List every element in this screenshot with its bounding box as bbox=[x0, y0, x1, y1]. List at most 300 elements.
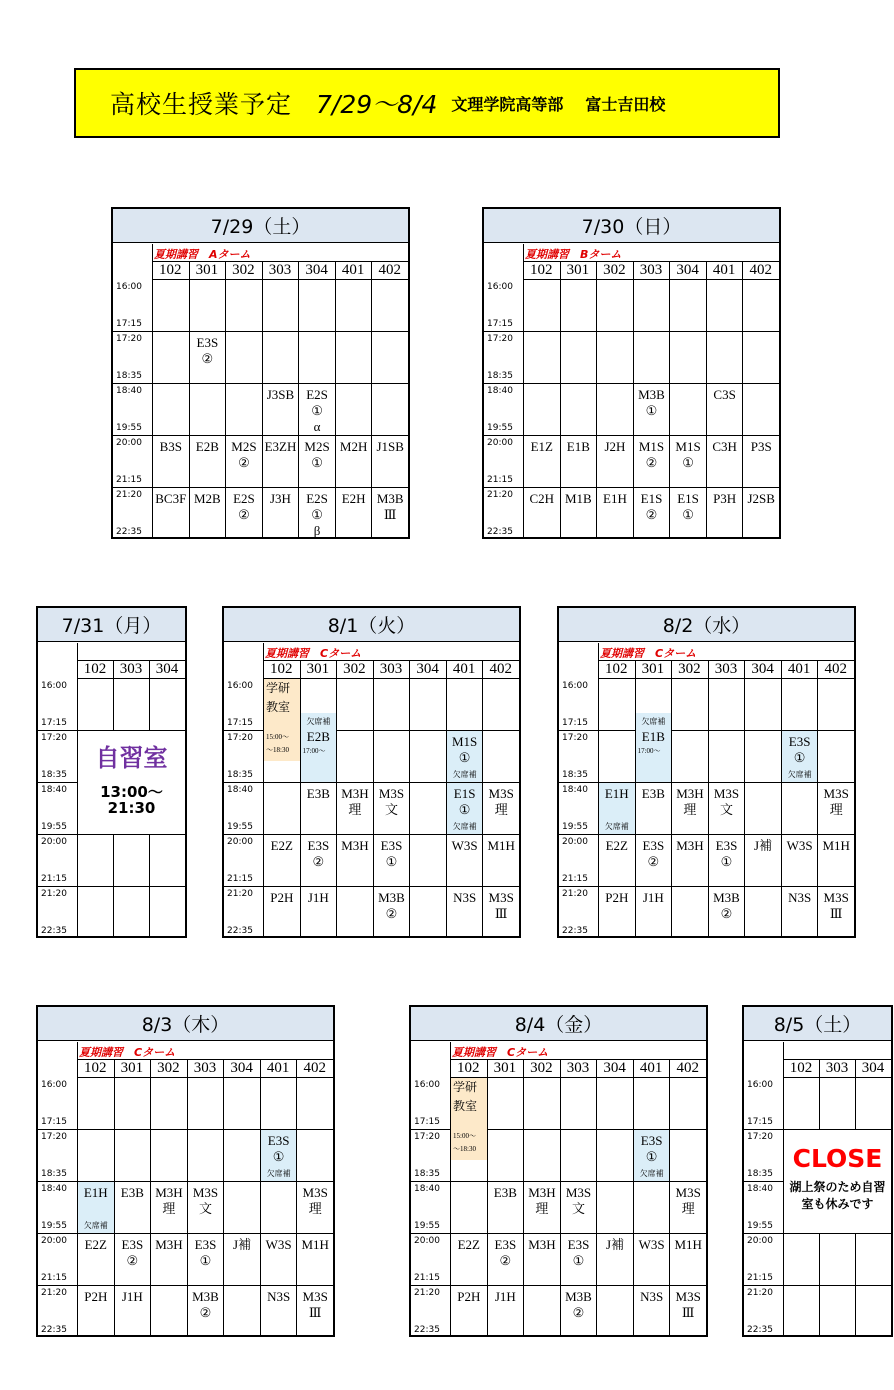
class-cell bbox=[301, 713, 337, 782]
term-label: 夏期講習 Cターム bbox=[452, 1046, 549, 1059]
class-cell bbox=[115, 1286, 151, 1337]
self-study-cell bbox=[78, 731, 185, 834]
class-cell bbox=[709, 887, 745, 938]
class-code: Ⅲ bbox=[681, 1305, 695, 1320]
class-code: W3S bbox=[451, 838, 478, 853]
room-header: 401 bbox=[712, 262, 736, 278]
time-end: 18:35 bbox=[562, 770, 588, 780]
class-cell bbox=[561, 1234, 597, 1285]
time-end: 17:15 bbox=[41, 718, 67, 728]
class-code: 理 bbox=[681, 1201, 695, 1216]
time-end: 21:15 bbox=[414, 1273, 440, 1283]
class-code: ② bbox=[572, 1305, 585, 1320]
time-end: 21:15 bbox=[562, 874, 588, 884]
class-cell bbox=[447, 731, 483, 782]
class-cell bbox=[447, 783, 483, 834]
day-header: 8/4（金） bbox=[411, 1007, 706, 1041]
class-code: 理 bbox=[308, 1201, 322, 1216]
class-code: M2S bbox=[231, 439, 257, 454]
room-header: 402 bbox=[303, 1060, 326, 1076]
class-cell bbox=[782, 887, 818, 938]
class-code: M3H bbox=[676, 838, 704, 853]
class-cell bbox=[634, 1286, 670, 1337]
class-code: 理 bbox=[829, 802, 843, 817]
absence-tag: 欠席補 bbox=[306, 717, 331, 726]
room-header: 303 bbox=[714, 661, 738, 677]
class-code: M3S bbox=[302, 1289, 328, 1304]
room-header: 102 bbox=[84, 1060, 107, 1076]
class-code: ① bbox=[720, 854, 733, 869]
class-code: B3S bbox=[159, 439, 182, 454]
room-header: 302 bbox=[603, 262, 626, 278]
time-end: 19:55 bbox=[116, 423, 142, 433]
room-header: 303 bbox=[193, 1060, 217, 1076]
time-end: 21:15 bbox=[747, 1273, 773, 1283]
class-code: ② bbox=[199, 1305, 212, 1320]
room-header: 401 bbox=[452, 661, 476, 677]
time-start: 17:20 bbox=[414, 1132, 440, 1142]
time-start: 17:20 bbox=[562, 733, 588, 743]
class-code: ① bbox=[682, 455, 694, 470]
grid-line bbox=[263, 678, 519, 679]
day-table bbox=[111, 207, 410, 539]
class-code: ② bbox=[201, 351, 214, 366]
class-cell bbox=[483, 783, 519, 834]
class-code: E1S bbox=[453, 786, 476, 801]
time-end: 22:35 bbox=[562, 926, 588, 936]
class-code: M3B bbox=[713, 890, 740, 905]
class-cell bbox=[297, 1234, 333, 1285]
class-code: E3S bbox=[640, 1133, 663, 1148]
time-start: 20:00 bbox=[747, 1236, 773, 1246]
class-code: N3S bbox=[788, 890, 812, 905]
class-code: M3S bbox=[565, 1185, 592, 1200]
time-end: 22:35 bbox=[487, 527, 513, 537]
class-cell bbox=[818, 783, 854, 834]
time-end: 21:15 bbox=[116, 475, 142, 485]
time-end: 17:15 bbox=[41, 1117, 67, 1127]
class-cell bbox=[561, 1286, 597, 1337]
class-code: E3S bbox=[494, 1237, 517, 1252]
room-header: 302 bbox=[232, 262, 255, 278]
class-cell bbox=[451, 1286, 487, 1337]
class-code: M3B bbox=[378, 890, 405, 905]
room-header: 301 bbox=[493, 1060, 517, 1076]
class-code: E2Z bbox=[605, 838, 628, 853]
time-end: 22:35 bbox=[227, 926, 253, 936]
room-header: 304 bbox=[603, 1060, 626, 1076]
class-cell bbox=[670, 488, 706, 539]
time-start: 20:00 bbox=[116, 438, 142, 448]
class-cell bbox=[263, 488, 299, 539]
class-code: E3B bbox=[306, 786, 330, 801]
class-cell bbox=[782, 835, 818, 886]
class-code: BC3F bbox=[155, 491, 187, 506]
class-cell bbox=[226, 488, 262, 539]
day-table bbox=[482, 207, 781, 539]
room-header: 304 bbox=[861, 1060, 885, 1076]
class-code: J補 bbox=[233, 1237, 252, 1252]
class-code: E2Z bbox=[270, 838, 293, 853]
time-end: 19:55 bbox=[487, 423, 513, 433]
class-code: M3S bbox=[488, 890, 514, 905]
class-cell bbox=[264, 887, 300, 938]
class-code: E3B bbox=[120, 1185, 144, 1200]
grid-line bbox=[744, 660, 745, 936]
room-header: 303 bbox=[268, 262, 292, 278]
class-cell bbox=[483, 835, 519, 886]
class-code: ① bbox=[645, 403, 658, 418]
banner-title: 高校生授業予定 bbox=[110, 90, 293, 119]
class-cell bbox=[188, 1286, 224, 1337]
class-cell bbox=[336, 436, 372, 487]
class-code: M3B bbox=[638, 387, 665, 402]
time-end: 19:55 bbox=[41, 822, 67, 832]
room-header: 402 bbox=[378, 262, 401, 278]
class-cell bbox=[670, 1286, 706, 1337]
class-code: W3S bbox=[786, 838, 813, 853]
class-code: M3S bbox=[675, 1185, 701, 1200]
class-code: 理 bbox=[535, 1201, 549, 1216]
class-code: E3S bbox=[196, 335, 219, 350]
class-code: E1B bbox=[566, 439, 590, 454]
class-cell bbox=[151, 1234, 187, 1285]
day-table bbox=[36, 1005, 335, 1337]
time-end: 22:35 bbox=[41, 926, 67, 936]
class-code: M3H bbox=[341, 838, 369, 853]
class-code: M3S bbox=[675, 1289, 701, 1304]
time-end: 22:35 bbox=[116, 527, 142, 537]
time-end: 22:35 bbox=[41, 1325, 67, 1335]
class-code: E1S bbox=[640, 491, 663, 506]
class-cell bbox=[597, 436, 633, 487]
time-end: 17:15 bbox=[116, 319, 142, 329]
class-code: M2B bbox=[193, 491, 221, 506]
class-code: J1H bbox=[642, 890, 664, 905]
class-cell bbox=[297, 1182, 333, 1233]
class-cell bbox=[707, 488, 743, 539]
class-code: E3ZH bbox=[264, 439, 297, 454]
class-cell bbox=[818, 887, 854, 938]
class-code: J1H bbox=[121, 1289, 143, 1304]
class-cell bbox=[374, 835, 410, 886]
class-code: E3S bbox=[788, 734, 811, 749]
class-cell bbox=[337, 783, 373, 834]
class-code: ② bbox=[499, 1253, 512, 1268]
class-code: J3SB bbox=[266, 387, 295, 402]
class-code: P2H bbox=[457, 1289, 481, 1304]
class-code: ① bbox=[385, 854, 398, 869]
study-room-label: 学研 bbox=[266, 681, 291, 695]
room-header: 401 bbox=[639, 1060, 663, 1076]
class-cell bbox=[336, 488, 372, 539]
time-start: 21:20 bbox=[227, 889, 253, 899]
class-code: ① bbox=[572, 1253, 585, 1268]
room-header: 102 bbox=[605, 661, 628, 677]
banner-school: 文理学院高等部 bbox=[451, 94, 564, 114]
room-header: 401 bbox=[266, 1060, 290, 1076]
class-cell bbox=[372, 488, 408, 539]
class-code: J補 bbox=[754, 838, 773, 853]
class-cell bbox=[561, 488, 597, 539]
class-cell bbox=[672, 783, 708, 834]
class-code: N3S bbox=[267, 1289, 291, 1304]
closed-cell bbox=[784, 1130, 891, 1233]
class-code: M3H bbox=[528, 1185, 556, 1200]
grid-line bbox=[598, 678, 854, 679]
time-end: 18:35 bbox=[747, 1169, 773, 1179]
class-cell bbox=[561, 1182, 597, 1233]
class-cell bbox=[670, 436, 706, 487]
class-cell bbox=[670, 1234, 706, 1285]
time-end: 18:35 bbox=[116, 371, 142, 381]
time-start: 16:00 bbox=[41, 681, 67, 691]
room-header: 304 bbox=[155, 661, 179, 677]
class-code: E3S bbox=[194, 1237, 217, 1252]
class-code: P3S bbox=[750, 439, 772, 454]
term-label: 夏期講習 Aターム bbox=[154, 248, 251, 261]
class-code: M3S bbox=[713, 786, 740, 801]
room-header: 303 bbox=[639, 262, 663, 278]
time-end: 21:15 bbox=[227, 874, 253, 884]
class-cell bbox=[634, 384, 670, 435]
class-code: M3S bbox=[192, 1185, 219, 1200]
class-cell bbox=[153, 488, 189, 539]
banner-dates: 7/29～8/4 bbox=[316, 90, 438, 119]
time-start: 18:40 bbox=[41, 1184, 67, 1194]
class-code: E2H bbox=[341, 491, 366, 506]
study-room-time: 15:00～ bbox=[453, 1132, 476, 1140]
time-start: 20:00 bbox=[487, 438, 513, 448]
class-cell bbox=[301, 783, 337, 834]
day-table bbox=[36, 606, 187, 938]
absence-tag: 欠席補 bbox=[641, 717, 666, 726]
class-code: Ⅲ bbox=[829, 906, 843, 921]
class-code: ① bbox=[682, 507, 694, 522]
banner-branch: 富士吉田校 bbox=[585, 94, 666, 114]
class-cell bbox=[151, 1182, 187, 1233]
grid-line bbox=[38, 834, 185, 835]
class-code: Ⅲ bbox=[383, 507, 397, 522]
class-code: 文 bbox=[198, 1201, 212, 1216]
class-code: M3S bbox=[378, 786, 405, 801]
class-code: ② bbox=[385, 906, 398, 921]
class-code: M3B bbox=[192, 1289, 219, 1304]
class-cell bbox=[636, 783, 672, 834]
time-start: 16:00 bbox=[414, 1080, 440, 1090]
class-code: J1SB bbox=[376, 439, 404, 454]
time-start: 17:20 bbox=[116, 334, 142, 344]
grid-line bbox=[152, 279, 408, 280]
class-cell bbox=[670, 1182, 706, 1233]
class-cell bbox=[709, 835, 745, 886]
class-code: M1H bbox=[674, 1237, 702, 1252]
class-cell bbox=[636, 887, 672, 938]
time-start: 18:40 bbox=[41, 785, 67, 795]
time-start: 21:20 bbox=[414, 1288, 440, 1298]
grid-line bbox=[77, 1077, 333, 1078]
room-header: 303 bbox=[379, 661, 403, 677]
term-label: 夏期講習 Cターム bbox=[600, 647, 697, 660]
time-start: 16:00 bbox=[116, 282, 142, 292]
class-cell bbox=[78, 1286, 114, 1337]
class-cell bbox=[261, 1130, 297, 1181]
time-start: 21:20 bbox=[487, 490, 513, 500]
class-code: E3S bbox=[380, 838, 403, 853]
class-code: M3H bbox=[155, 1237, 183, 1252]
class-code: N3S bbox=[453, 890, 477, 905]
absence-tag: 欠席補 bbox=[604, 822, 629, 831]
class-cell bbox=[707, 436, 743, 487]
self-study-label: 自習室 bbox=[95, 743, 168, 772]
class-cell bbox=[707, 384, 743, 435]
class-cell bbox=[634, 1234, 670, 1285]
room-header: 303 bbox=[825, 1060, 849, 1076]
class-code: 理 bbox=[162, 1201, 176, 1216]
grid-line bbox=[783, 1077, 891, 1078]
class-cell bbox=[78, 1234, 114, 1285]
time-end: 21:15 bbox=[41, 1273, 67, 1283]
time-end: 17:15 bbox=[487, 319, 513, 329]
class-code: ① bbox=[272, 1149, 285, 1164]
class-cell bbox=[743, 436, 779, 487]
class-cell bbox=[524, 1182, 560, 1233]
class-cell bbox=[745, 835, 781, 886]
class-code: M1B bbox=[564, 491, 592, 506]
grid-line bbox=[596, 1059, 597, 1335]
class-cell bbox=[488, 1182, 524, 1233]
class-cell bbox=[634, 488, 670, 539]
room-header: 402 bbox=[824, 661, 847, 677]
title-banner bbox=[74, 68, 780, 138]
grid-line bbox=[744, 1285, 891, 1286]
class-cell bbox=[599, 887, 635, 938]
day-table bbox=[742, 1005, 893, 1337]
time-start: 17:20 bbox=[41, 733, 67, 743]
study-room-cell bbox=[264, 679, 300, 761]
class-cell bbox=[561, 436, 597, 487]
class-code: E3S bbox=[307, 838, 330, 853]
class-code: 文 bbox=[719, 802, 733, 817]
class-code: P2H bbox=[270, 890, 294, 905]
class-cell bbox=[597, 1234, 633, 1285]
term-label: 夏期講習 Cターム bbox=[265, 647, 362, 660]
class-code: C3H bbox=[712, 439, 737, 454]
time-end: 22:35 bbox=[747, 1325, 773, 1335]
room-header: 301 bbox=[641, 661, 665, 677]
class-cell bbox=[597, 488, 633, 539]
day-header: 7/29（土） bbox=[113, 209, 408, 243]
class-code: E1B bbox=[641, 729, 665, 744]
class-cell bbox=[224, 1234, 260, 1285]
class-code: W3S bbox=[265, 1237, 292, 1252]
class-code: J1H bbox=[494, 1289, 516, 1304]
class-code: ① bbox=[458, 750, 471, 765]
time-start: 17:20 bbox=[487, 334, 513, 344]
class-cell bbox=[299, 488, 335, 539]
class-code: E2S bbox=[233, 491, 255, 506]
class-cell bbox=[447, 835, 483, 886]
class-code: E3S bbox=[715, 838, 738, 853]
class-code: J1H bbox=[307, 890, 329, 905]
class-code: E1S bbox=[677, 491, 699, 506]
time-start: 16:00 bbox=[747, 1080, 773, 1090]
time-end: 22:35 bbox=[414, 1325, 440, 1335]
class-code: M3B bbox=[376, 491, 404, 506]
class-code: E1H bbox=[83, 1185, 108, 1200]
time-start: 21:20 bbox=[41, 889, 67, 899]
class-code: M1H bbox=[822, 838, 850, 853]
class-code: ② bbox=[647, 854, 660, 869]
class-code: 文 bbox=[571, 1201, 585, 1216]
study-room-time: ～18:30 bbox=[266, 746, 289, 754]
room-header: 304 bbox=[230, 1060, 253, 1076]
class-cell bbox=[636, 713, 672, 782]
class-cell bbox=[188, 1182, 224, 1233]
class-code: Ⅲ bbox=[308, 1305, 322, 1320]
class-code: E2Z bbox=[84, 1237, 107, 1252]
class-cell bbox=[636, 835, 672, 886]
class-cell bbox=[372, 436, 408, 487]
class-code: M2H bbox=[339, 439, 368, 454]
time-end: 18:35 bbox=[41, 1169, 67, 1179]
room-header: 102 bbox=[83, 661, 107, 677]
class-cell bbox=[263, 436, 299, 487]
room-header: 301 bbox=[195, 262, 219, 278]
room-header: 102 bbox=[270, 661, 293, 677]
self-study-hours: 13:00～21:30 bbox=[100, 782, 163, 817]
grid-line bbox=[113, 383, 408, 384]
class-code: J3H bbox=[270, 491, 291, 506]
class-cell bbox=[634, 436, 670, 487]
class-start-time: 17:00～ bbox=[637, 747, 661, 755]
grid-line bbox=[113, 331, 408, 332]
day-header: 8/3（木） bbox=[38, 1007, 333, 1041]
time-start: 21:20 bbox=[562, 889, 588, 899]
room-header: 304 bbox=[751, 661, 774, 677]
class-code: E3S bbox=[567, 1237, 590, 1252]
class-cell bbox=[634, 1130, 670, 1181]
time-end: 19:55 bbox=[227, 822, 253, 832]
class-code: E1H bbox=[604, 786, 629, 801]
class-code: ① bbox=[311, 455, 323, 470]
class-code: E3S bbox=[267, 1133, 290, 1148]
time-start: 20:00 bbox=[414, 1236, 440, 1246]
day-header: 8/5（土） bbox=[744, 1007, 891, 1041]
class-code: ② bbox=[238, 455, 250, 470]
class-code: N3S bbox=[640, 1289, 664, 1304]
room-header: 402 bbox=[676, 1060, 699, 1076]
class-code: J補 bbox=[606, 1237, 625, 1252]
time-start: 17:20 bbox=[41, 1132, 67, 1142]
grid-line bbox=[77, 678, 185, 679]
class-code: P2H bbox=[605, 890, 629, 905]
class-cell bbox=[299, 384, 335, 435]
class-code: M3S bbox=[823, 786, 849, 801]
time-start: 18:40 bbox=[116, 386, 142, 396]
time-end: 17:15 bbox=[414, 1117, 440, 1127]
time-start: 18:40 bbox=[414, 1184, 440, 1194]
class-code: M1S bbox=[675, 439, 701, 454]
class-cell bbox=[451, 1234, 487, 1285]
grid-line bbox=[38, 886, 185, 887]
absence-tag: 欠席補 bbox=[266, 1169, 291, 1178]
class-code: M1S bbox=[451, 734, 478, 749]
class-code: M3S bbox=[488, 786, 514, 801]
class-code: E2Z bbox=[457, 1237, 480, 1252]
study-room-time: ～18:30 bbox=[453, 1145, 476, 1153]
room-header: 301 bbox=[566, 262, 590, 278]
